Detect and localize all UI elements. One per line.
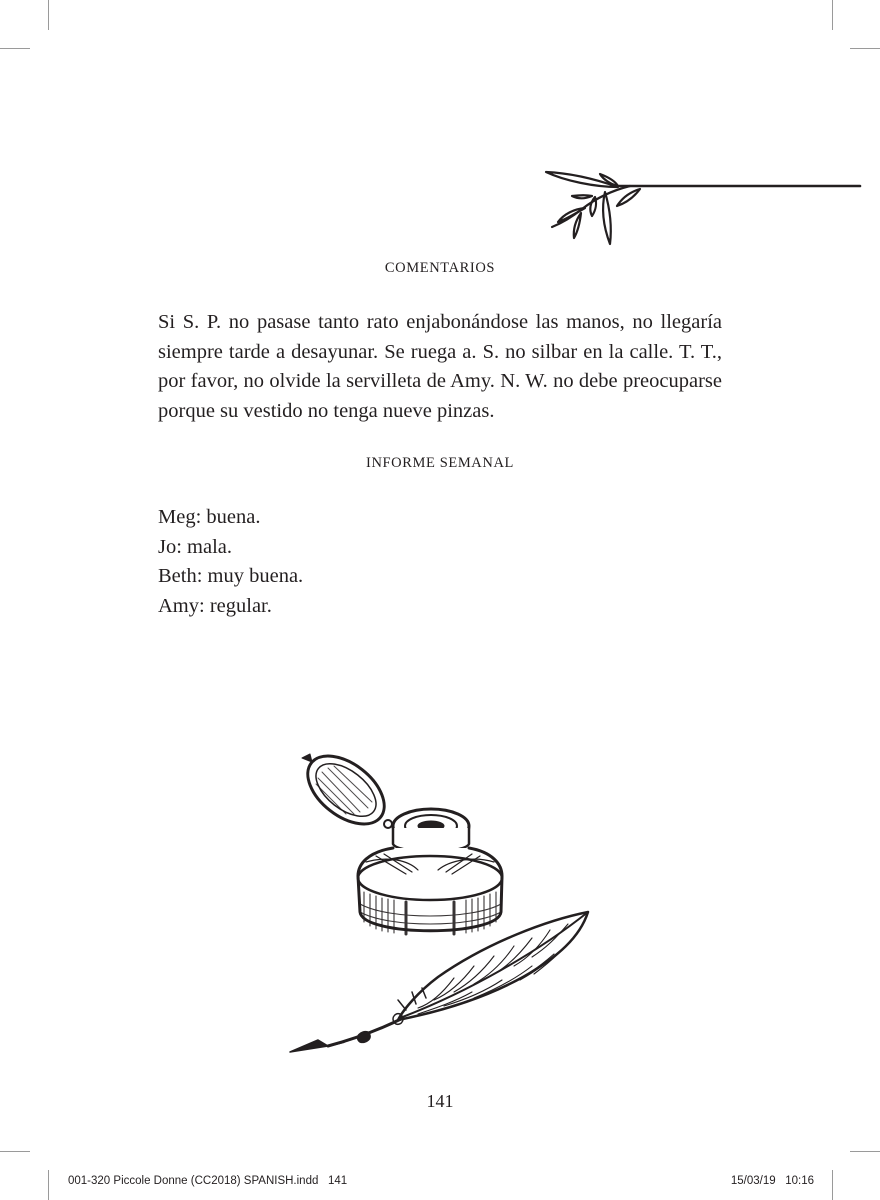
report-item-amy: Amy: regular. xyxy=(158,594,272,617)
crop-mark-top-right-horizontal xyxy=(850,48,880,49)
inkwell-and-quill-illustration-icon xyxy=(288,752,593,1057)
inkwell-neck xyxy=(393,809,469,852)
section-heading-comentarios: COMENTARIOS xyxy=(384,260,496,276)
report-item-beth: Beth: muy buena. xyxy=(158,565,304,587)
crop-mark-bottom-right-vertical xyxy=(832,1170,833,1200)
crop-mark-top-right-vertical xyxy=(832,0,833,30)
report-item-meg: Meg: buena. xyxy=(158,506,261,528)
crop-mark-bottom-right-horizontal xyxy=(850,1151,880,1152)
crop-mark-bottom-left-horizontal xyxy=(0,1151,30,1152)
crop-mark-bottom-left-vertical xyxy=(48,1170,49,1200)
weekly-report-list xyxy=(158,503,303,621)
crop-mark-top-left-vertical xyxy=(48,0,49,30)
inkwell-lid xyxy=(295,752,396,838)
inkwell-body xyxy=(358,848,502,934)
print-slug-filename: 001-320 Piccole Donne (CC2018) SPANISH.indd 141 xyxy=(68,1175,348,1187)
report-item-jo: Jo: mala. xyxy=(158,535,233,558)
quill-feather xyxy=(290,912,588,1052)
page-number: 141 xyxy=(426,1091,454,1111)
print-slug-datetime: 15/03/19 10:16 xyxy=(730,1175,814,1187)
leafy-branch-ornament-icon xyxy=(540,165,865,250)
comentarios-paragraph: Si S. P. no pasase tanto rato enjabonándose las manos, no llegaría siempre tarde a desayunar. Se ruega a. S. no silbar en la calle. T. T., por favor, no olvide la servilleta de Amy. N. W. no debe preocuparse porque su vestido no tenga nueve pinzas. xyxy=(158,311,722,422)
section-heading-informe-semanal: INFORME SEMANAL xyxy=(366,455,514,471)
crop-mark-top-left-horizontal xyxy=(0,48,30,49)
